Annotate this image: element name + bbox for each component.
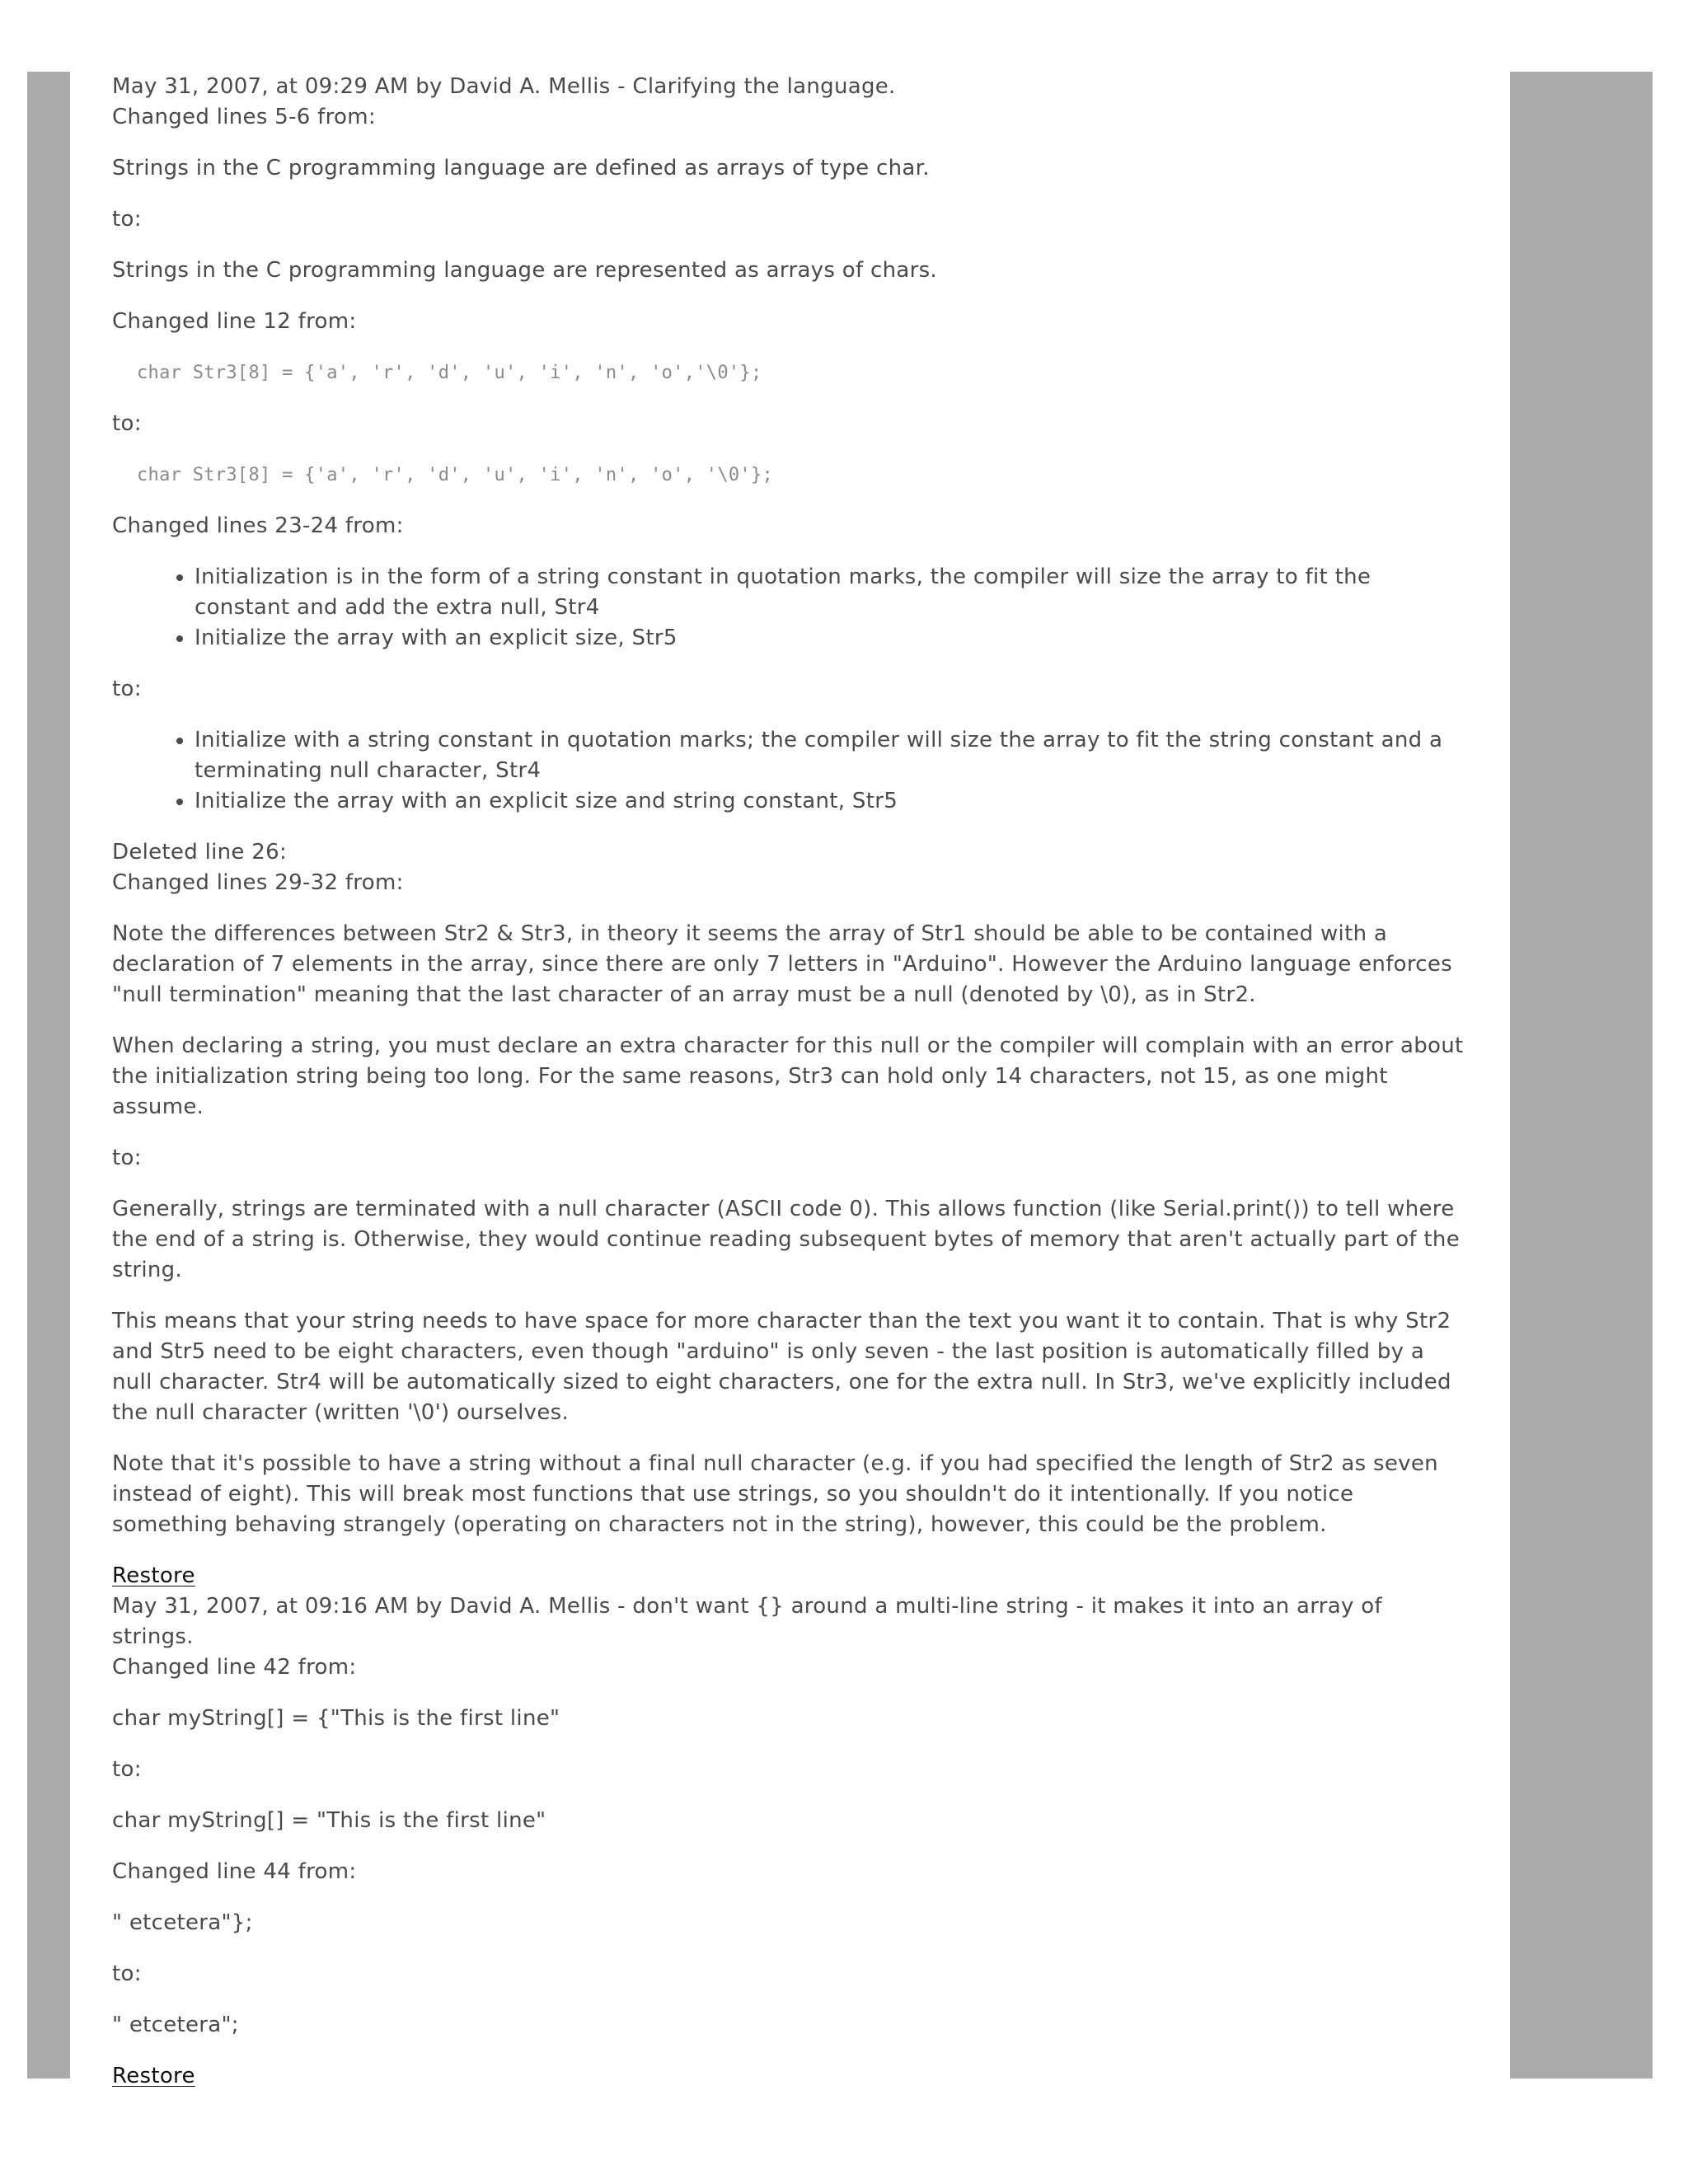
list-item: • Initialization is in the form of a string constant in quotation marks, the compiler will size the array to fit the constant and add the extra null, Str4 xyxy=(195,562,1464,623)
change-from-paragraph: When declaring a string, you must declare an extra character for this null or the compiler will complain with an error about the initialization string being too long. For the same reasons, Str3 can hold only 14 characters, not 15, as one might assume. xyxy=(112,1033,1464,1119)
change-from-list xyxy=(112,562,1464,654)
change-label: Changed line 12 from: xyxy=(112,309,357,334)
page-history-content xyxy=(112,72,1464,2092)
change-to-paragraph: Note that it's possible to have a string without a final null character (e.g. if you had specified the length of Str2 as seven instead of eight). This will break most functions that use strings, so you shouldn't do it intentionally. If you notice something behaving strangely (operating on characters not in the string), however, this could be the problem. xyxy=(112,1451,1438,1537)
change-from-paragraph: Note the differences between Str2 & Str3, in theory it seems the array of Str1 should be able to be contained with a declaration of 7 elements in the array, since there are only 7 letters in "Arduino". However the Arduino language enforces "null termination" meaning that the last character of an array must be a null (denoted by \0), as in Str2. xyxy=(112,921,1453,1007)
change-label: Changed line 42 from: xyxy=(112,1655,357,1680)
list-item: • Initialize with a string constant in quotation marks; the compiler will size the array to fit the string constant and a terminating null character, Str4 xyxy=(195,725,1464,786)
to-label: to: xyxy=(112,1757,142,1782)
change-to-text: " etcetera"; xyxy=(112,2013,239,2037)
change-from-text: " etcetera"}; xyxy=(112,1910,253,1935)
change-to-paragraph: This means that your string needs to have space for more character than the text you want it to contain. That is why Str2 and Str5 need to be eight characters, even though "arduino" is only seven - the last position is automatically filled by a null character. Str4 will be automatically sized to eight characters, one for the extra null. In Str3, we've explicitly included the null character (written '\0') ourselves. xyxy=(112,1309,1451,1425)
revision-header: May 31, 2007, at 09:16 AM by David A. Mellis - don't want {} around a multi-line string - it makes it into an array of strings. xyxy=(112,1594,1382,1649)
change-label: Changed lines 29-32 from: xyxy=(112,870,404,895)
change-to-text: Strings in the C programming language are represented as arrays of chars. xyxy=(112,258,937,283)
to-label: to: xyxy=(112,1146,142,1170)
change-to-paragraph: Generally, strings are terminated with a null character (ASCII code 0). This allows function (like Serial.print()) to tell where the end of a string is. Otherwise, they would continue reading subsequent bytes of memory that aren't actually part of the string. xyxy=(112,1197,1460,1282)
change-from-text: Strings in the C programming language are defined as arrays of type char. xyxy=(112,156,930,180)
code-block-to: char Str3[8] = {'a', 'r', 'd', 'u', 'i', 'n', 'o', '\0'}; xyxy=(137,465,774,485)
to-label: to: xyxy=(112,411,142,436)
change-to-list xyxy=(112,725,1464,817)
to-label: to: xyxy=(112,207,142,232)
to-label: to: xyxy=(112,677,142,701)
restore-link[interactable]: Restore xyxy=(112,2064,195,2088)
change-to-text: char myString[] = "This is the first line" xyxy=(112,1808,546,1833)
change-label: Changed lines 23-24 from: xyxy=(112,513,404,538)
to-label: to: xyxy=(112,1961,142,1986)
right-margin-bar xyxy=(1510,72,1653,2079)
list-item: • Initialize the array with an explicit size, Str5 xyxy=(195,623,1464,654)
change-from-text: char myString[] = {"This is the first line" xyxy=(112,1706,560,1731)
change-label: Changed line 44 from: xyxy=(112,1859,357,1884)
restore-link[interactable]: Restore xyxy=(112,1563,195,1588)
list-item: • Initialize the array with an explicit size and string constant, Str5 xyxy=(195,786,1464,817)
left-margin-bar xyxy=(27,72,70,2079)
deleted-label: Deleted line 26: xyxy=(112,840,288,865)
change-label: Changed lines 5-6 from: xyxy=(112,105,376,129)
code-block-from: char Str3[8] = {'a', 'r', 'd', 'u', 'i', 'n', 'o','\0'}; xyxy=(137,363,762,383)
revision-header: May 31, 2007, at 09:29 AM by David A. Mellis - Clarifying the language. xyxy=(112,74,896,99)
